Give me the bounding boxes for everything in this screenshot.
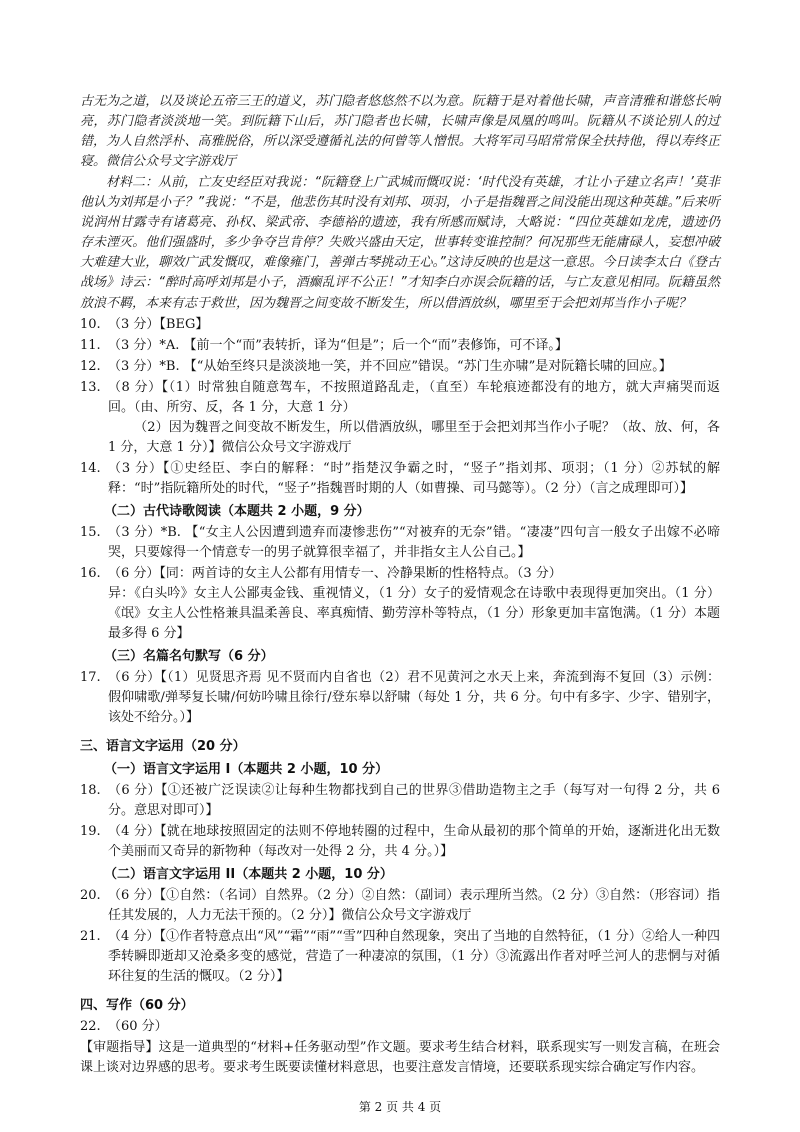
answer-item-19	[80, 822, 720, 862]
material-one-translation-tail: 古无为之道，以及谈论五帝三王的道义，苏门隐者悠悠然不以为意。阮籍于是对着他长啸，声音清雅和谐悠长响亮，苏门隐者淡淡地一笑。到阮籍下山后，苏门隐者也长啸，长啸声像是凤凰的鸣叫。阮籍从不谈论别人的过错，为人自然浮朴、高雅脱俗，所以深受遵循礼法的何曾等人憎恨。大将军司马昭常常保全扶持他，得以寿终正寝。微信公众号文字游戏厅	[80, 94, 720, 170]
item-number: 18.	[80, 783, 101, 798]
item-text-extra: （2）因为魏晋之间变故不断发生，所以借酒放纵，哪里至于会把刘邦当作小子呢？（故、放、何，各 1 分，大意 1 分）】微信公众号文字游戏厅	[108, 420, 720, 456]
item-text: （3 分）*B. 【“从始至终只是淡淡地一笑，并不回应”错误。“苏门生亦啸”是对阮籍长啸的回应。】	[108, 359, 672, 374]
writing-guide-text: 【审题指导】这是一道典型的“材料+任务驱动型”作文题。要求考生结合材料，联系现实写一则发言稿，在班会课上谈对边界感的思考。要求考生既要读懂材料意思，也要注意发言情境，还要联系现实综合确定写作内容。	[80, 1040, 720, 1076]
item-text: （3 分）*B. 【“女主人公因遭到遗弃而凄惨悲伤”“对被弃的无奈”错。“凄凄”四句言一般女子出嫁不必啼哭，只要嫁得一个情意专一的男子就算很幸福了，并非指女主人公自己。】	[108, 525, 720, 561]
answer-item-17	[80, 668, 720, 728]
answer-item-21	[80, 927, 720, 987]
material-two-text: 材料二：从前，亡友史经臣对我说：“阮籍登上广武城而慨叹说：‘时代没有英雄，才让小子建立名声！’莫非他认为刘邦是小子？”我说：“不是，他悲伤其时没有刘邦、项羽，小子是指魏晋之间没能出现这种英雄。”后来听说润州甘露寺有诸葛亮、孙权、梁武帝、李德裕的遗迹，我有所感而赋诗，大略说：“四位英雄如龙虎，遗迹仍存未湮灭。他们强盛时，多少争夺岂肯停？失败兴盛由天定，世事转变谁控制？何况那些无能庸碌人，妄想冲破大难建大业，聊效广武发慨叹，难像雍门，善弹古琴挑动王心。”这诗反映的也是这一意思。今日读李太白《登古战场》诗云：“醉时高呼刘邦是小子，酒癫乱评不公正！”才知李白亦误会阮籍的话，与亡友意见相同。阮籍虽然放浪不羁，本来有志于救世，因为魏晋之间变故不断发生，所以借酒放纵，哪里至于会把刘邦当作小子呢？	[80, 175, 720, 311]
item-number: 14.	[80, 461, 101, 476]
item-text: （8 分）【（1）时常独自随意驾车，不按照道路乱走，（直至）车轮痕迹都没有的地方，就大声痛哭而返回。（由、所穷、反，各 1 分，大意 1 分）	[108, 380, 720, 416]
item-number: 19.	[80, 824, 101, 839]
item-number: 17.	[80, 670, 101, 685]
item-number: 20.	[80, 888, 101, 903]
answer-item-20	[80, 886, 720, 926]
answer-item-13	[80, 378, 720, 458]
section-language-heading: 三、语言文字运用（20 分）	[80, 739, 246, 754]
item-text: （3 分）【①史经臣、李白的解释：“时”指楚汉争霸之时，“竖子”指刘邦、项羽；（1 分）②苏轼的解释：“时”指阮籍所处的时代，“竖子”指魏晋时期的人（如曹操、司马懿等）。（2 分）（言之成理即可）】	[108, 461, 720, 497]
item-number: 21.	[80, 929, 101, 944]
answer-item-11	[80, 336, 720, 356]
answer-item-14	[80, 459, 720, 499]
item-number: 16.	[80, 566, 101, 581]
answer-item-12	[80, 357, 720, 377]
section-language-two-heading: （二）语言文字运用 II（本题共 2 小题，10 分）	[104, 867, 393, 882]
item-text: （3 分）【BEG】	[108, 317, 209, 332]
item-text: （4 分）【就在地球按照固定的法则不停地转圈的过程中，生命从最初的那个简单的开始，逐渐进化出无数个美丽而又奇异的新物种（每改对一处得 2 分，共 4 分。）】	[108, 824, 720, 860]
item-text: （6 分）【①自然：（名词）自然界。（2 分）②自然：（副词）表示理所当然。（2 分）③自然：（形容词）指任其发展的，人力无法干预的。（2 分）】微信公众号文字游戏厅	[108, 888, 720, 924]
answer-item-10	[80, 315, 720, 335]
page-footer: 第 2 页 共 4 页	[358, 1100, 442, 1114]
item-text: （3 分）*A. 【前一个“而”表转折，译为“但是”；后一个“而”表修饰，可不译。】	[108, 338, 568, 353]
item-number: 15.	[80, 525, 101, 540]
item-number: 11.	[80, 338, 101, 353]
item-number: 12.	[80, 359, 101, 374]
item-text: （6 分）【①还被广泛误读②让每种生物都找到自己的世界③借助造物主之手（每写对一句得 2 分，共 6 分。意思对即可）】	[108, 783, 720, 819]
item-text: （6 分）【同：两首诗的女主人公都有用情专一、冷静果断的性格特点。（3 分）	[108, 566, 562, 581]
answer-item-18	[80, 781, 720, 821]
section-language-one-heading: （一）语言文字运用 I（本题共 2 小题，10 分）	[104, 762, 389, 777]
item-number: 22.	[80, 1019, 101, 1034]
writing-guide	[80, 1038, 720, 1078]
item-text: （6 分）【（1）见贤思齐焉 见不贤而内自省也（2）君不见黄河之水天上来，奔流到海不复回（3）示例：假仰啸歌/弹琴复长啸/何妨吟啸且徐行/登东皋以舒啸（每处 1 分，共 6 分。句中有多字、少字、错别字，该处不给分。）】	[108, 670, 720, 726]
item-text: （60 分）	[108, 1019, 168, 1034]
section-poetry-heading: （二）古代诗歌阅读（本题共 2 小题，9 分）	[104, 504, 370, 519]
item-number: 10.	[80, 317, 101, 332]
answer-item-22	[80, 1017, 720, 1037]
answer-item-15	[80, 523, 720, 563]
item-number: 13.	[80, 380, 101, 395]
section-dictation-heading: （三）名篇名句默写（6 分）	[104, 649, 274, 664]
item-text: （4 分）【①作者特意点出“风”“霜”“雨”“雪”四种自然现象，突出了当地的自然特征，（1 分）②给人一种四季转瞬即逝却又沧桑多变的感觉，营造了一种凄凉的氛围，（1 分）③流露出作者对呼兰河人的悲惘与对循环往复的生活的慨叹。（2 分）】	[108, 929, 720, 985]
section-writing-heading: 四、写作（60 分）	[80, 998, 194, 1013]
material-two-translation	[80, 173, 720, 314]
item-text-extra: 异：《白头吟》女主人公鄙夷金钱、重视情义，（1 分）女子的爱情观念在诗歌中表现得更加突出。（1 分）《氓》女主人公性格兼具温柔善良、率真痴情、勤劳淳朴等特点，（1 分）形象更加丰富饱满。（1 分）本题最多得 6 分】	[108, 586, 720, 642]
answer-item-16	[80, 564, 720, 644]
